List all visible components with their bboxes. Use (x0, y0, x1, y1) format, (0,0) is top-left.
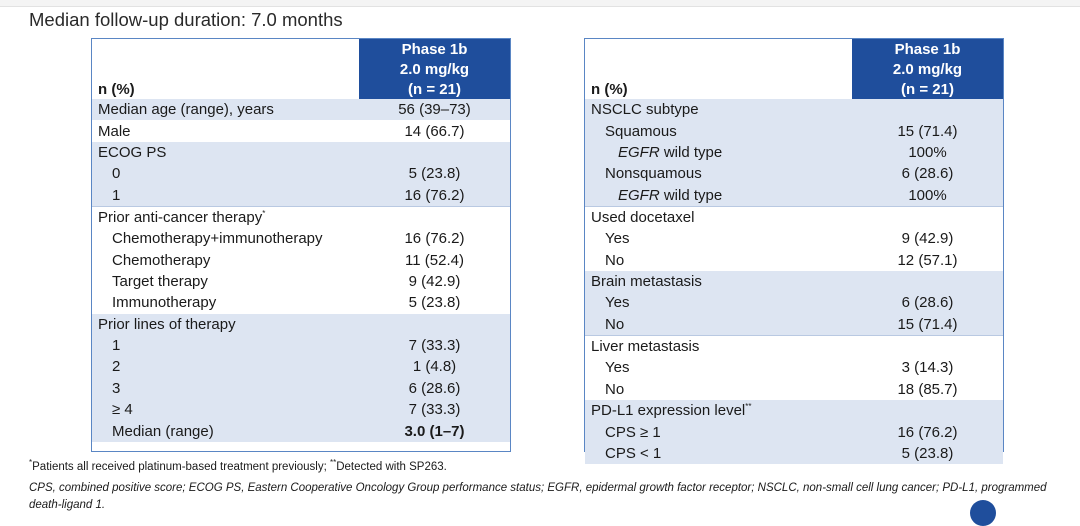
table-row (585, 421, 1003, 442)
baseline-table-left (91, 38, 511, 452)
row-value: 14 (66.7) (404, 122, 465, 140)
page-title: Median follow-up duration: 7.0 months (29, 9, 343, 30)
row-value: 5 (23.8) (408, 165, 461, 183)
row-label: 3 (112, 379, 121, 397)
row-label: Median age (range), years (98, 101, 274, 119)
table-row (585, 357, 1003, 378)
table-row (92, 206, 510, 228)
row-label: Male (98, 122, 131, 140)
row-value: 18 (85.7) (897, 380, 958, 398)
row-value: 7 (33.3) (408, 337, 461, 355)
row-value: 16 (76.2) (404, 230, 465, 248)
row-value: 6 (28.6) (901, 165, 954, 183)
section-label: ECOG PS (98, 143, 167, 161)
row-label: 1 (112, 337, 121, 355)
table-row (92, 120, 510, 141)
row-value: 5 (23.8) (901, 444, 954, 462)
row-label: 1 (112, 186, 121, 204)
section-label: Prior lines of therapy (98, 315, 236, 333)
row-value: 100% (908, 143, 947, 161)
row-value: 3.0 (1–7) (404, 422, 465, 440)
table-row (585, 184, 1003, 205)
table-row (92, 314, 510, 335)
phase-header: Phase 1b 2.0 mg/kg (n = 21) (359, 39, 510, 99)
row-label: 0 (112, 165, 121, 183)
row-value: 9 (42.9) (901, 230, 954, 248)
table-row (585, 379, 1003, 400)
row-label: Chemotherapy (112, 251, 211, 269)
table-row (585, 163, 1003, 184)
row-value: 16 (76.2) (897, 423, 958, 441)
table-row (92, 292, 510, 313)
row-label: Immunotherapy (112, 294, 217, 312)
table-row (585, 335, 1003, 357)
row-label: No (605, 251, 625, 269)
table-row (92, 184, 510, 205)
row-value: 15 (71.4) (897, 315, 958, 333)
table-row (585, 250, 1003, 271)
table-row (585, 271, 1003, 292)
row-label: Yes (605, 359, 630, 377)
table-row (92, 250, 510, 271)
n-percent-label: n (%) (591, 81, 628, 98)
table-row (585, 443, 1003, 464)
table-row (92, 163, 510, 184)
table-row (92, 356, 510, 377)
row-value: 7 (33.3) (408, 401, 461, 419)
row-value: 9 (42.9) (408, 273, 461, 291)
row-value: 56 (39–73) (398, 101, 471, 119)
brand-logo-icon (970, 500, 996, 526)
table-row (92, 399, 510, 420)
table-row (92, 335, 510, 356)
row-label: No (605, 380, 625, 398)
section-label: PD-L1 expression level** (591, 402, 752, 420)
table-row (585, 206, 1003, 228)
n-percent-label: n (%) (98, 81, 135, 98)
row-label: Median (range) (112, 422, 214, 440)
baseline-table-right (584, 38, 1004, 462)
row-value: 6 (28.6) (408, 379, 461, 397)
table-row (92, 99, 510, 120)
row-value: 11 (52.4) (405, 251, 464, 269)
section-label: Used docetaxel (591, 208, 695, 226)
section-label: Liver metastasis (591, 338, 700, 356)
row-label: Chemotherapy+immunotherapy (112, 230, 323, 248)
table-header (585, 39, 1003, 99)
row-label: 2 (112, 358, 121, 376)
row-label: EGFR wild type (618, 143, 723, 161)
section-label: Brain metastasis (591, 273, 702, 291)
row-label: CPS < 1 (605, 444, 662, 462)
row-label: CPS ≥ 1 (605, 423, 661, 441)
table-row (585, 314, 1003, 335)
table-row (585, 99, 1003, 120)
row-value: 6 (28.6) (901, 294, 954, 312)
row-value: 15 (71.4) (897, 122, 958, 140)
table-row (92, 420, 510, 441)
table-row (92, 228, 510, 249)
row-label: ≥ 4 (112, 401, 133, 419)
table-row (585, 400, 1003, 421)
row-label: Squamous (605, 122, 677, 140)
row-value: 100% (908, 186, 947, 204)
table-row (585, 120, 1003, 141)
table-row (92, 142, 510, 163)
row-value: 1 (4.8) (412, 358, 457, 376)
row-label: Yes (605, 294, 630, 312)
table-header (92, 39, 510, 99)
row-value: 16 (76.2) (404, 186, 465, 204)
row-value: 3 (14.3) (901, 359, 954, 377)
table-row (585, 142, 1003, 163)
table-row (92, 271, 510, 292)
table-row (585, 292, 1003, 313)
top-divider (0, 0, 1080, 7)
row-value: 5 (23.8) (408, 294, 461, 312)
row-label: Nonsquamous (605, 165, 702, 183)
table-row (585, 228, 1003, 249)
row-value: 12 (57.1) (897, 251, 958, 269)
footnote-treatment: *Patients all received platinum-based treatment previously; **Detected with SP263. (29, 458, 447, 473)
row-label: EGFR wild type (618, 186, 723, 204)
phase-header: Phase 1b 2.0 mg/kg (n = 21) (852, 39, 1003, 99)
section-label: NSCLC subtype (591, 101, 699, 119)
section-label: Prior anti-cancer therapy* (98, 208, 266, 226)
footnote-abbreviations: CPS, combined positive score; ECOG PS, Eastern Cooperative Oncology Group performance status; EGFR, epidermal growth factor receptor; NSCLC, non-small cell lung cancer; PD-L1, programmed death-ligand 1. (29, 482, 1047, 511)
table-row (92, 378, 510, 399)
row-label: Yes (605, 230, 630, 248)
row-label: No (605, 315, 625, 333)
row-label: Target therapy (112, 273, 208, 291)
